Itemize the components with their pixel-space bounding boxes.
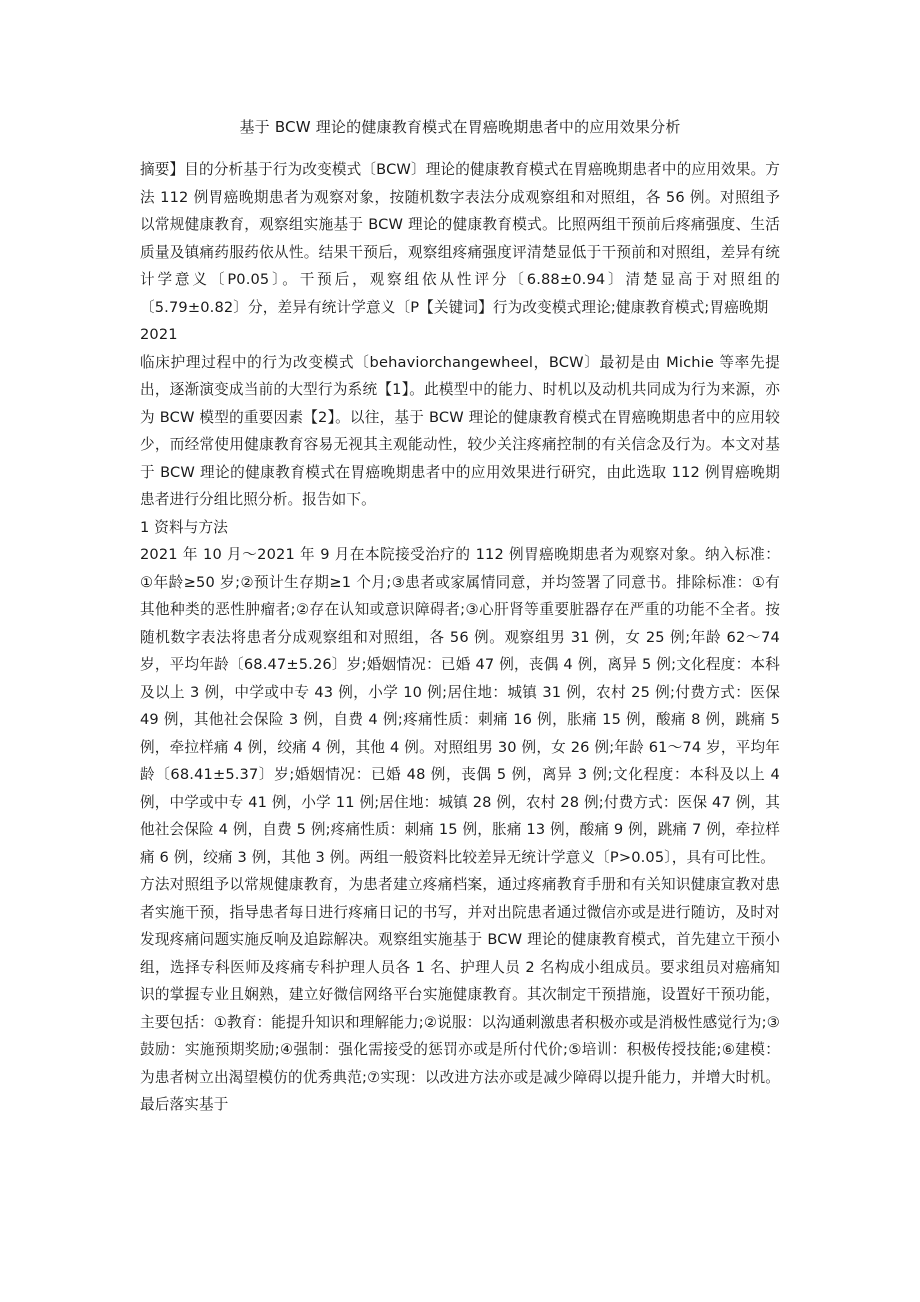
section-heading: 1 资料与方法	[140, 518, 228, 536]
introduction-paragraph: 临床护理过程中的行为改变模式〔behaviorchangewheel，BCW〕最初是由 Michie 等率先提出，逐渐演变成当前的大型行为系统【1】。此模型中的能力、时机以及动机共同成为行为来源，亦为 BCW 模型的重要因素【2】。以往，基于 BCW 理论的健康教育模式在胃癌晚期患者中的应用较少，而经常使用健康教育容易无视其主观能动性，较少关注疼痛控制的有关信念及行为。本文对基于 BCW 理论的健康教育模式在胃癌晚期患者中的应用效果进行研究，由此选取 112 例胃癌晚期患者进行分组比照分析。报告如下。	[140, 353, 780, 508]
document-body	[140, 156, 780, 1119]
abstract-paragraph: 摘要】目的分析基于行为改变模式〔BCW〕理论的健康教育模式在胃癌晚期患者中的应用效果。方法 112 例胃癌晚期患者为观察对象，按随机数字表法分成观察组和对照组，各 56 例。对照组予以常规健康教育，观察组实施基于 BCW 理论的健康教育模式。比照两组干预前后疼痛强度、生活质量及镇痛药服药依从性。结果干预后，观察组疼痛强度评清楚显低于干预前和对照组，差异有统计学意义〔P0.05〕。干预后，观察组依从性评分〔6.88±0.94〕清楚显高于对照组的〔5.79±0.82〕分，差异有统计学意义〔P【关键词】行为改变模式理论;健康教育模式;胃癌晚期	[140, 161, 780, 316]
methods-paragraph: 方法对照组予以常规健康教育，为患者建立疼痛档案，通过疼痛教育手册和有关知识健康宣教对患者实施干预，指导患者每日进行疼痛日记的书写，并对出院患者通过微信亦或是进行随访，及时对发现疼痛问题实施反响及追踪解决。观察组实施基于 BCW 理论的健康教育模式，首先建立干预小组，选择专科医师及疼痛专科护理人员各 1 名、护理人员 2 名构成小组成员。要求组员对癌痛知识的掌握专业且娴熟，建立好微信网络平台实施健康教育。其次制定干预措施，设置好干预功能，主要包括：①教育：能提升知识和理解能力;②说服：以沟通刺激患者积极亦或是消极性感觉行为;③鼓励：实施预期奖励;④强制：强化需接受的惩罚亦或是所付代价;⑤培训：积极传授技能;⑥建模：为患者树立出渴望模仿的优秀典范;⑦实现：以改进方法亦或是减少障碍以提升能力，并增大时机。最后落实基于	[140, 876, 780, 1113]
year-line: 2021	[140, 326, 178, 343]
materials-paragraph: 2021 年 10 月～2021 年 9 月在本院接受治疗的 112 例胃癌晚期患者为观察对象。纳入标准：①年龄≥50 岁;②预计生存期≥1 个月;③患者或家属情同意，并均签署了同意书。排除标准：①有其他种类的恶性肿瘤者;②存在认知或意识障碍者;③心肝肾等重要脏器存在严重的功能不全者。按随机数字表法将患者分成观察组和对照组，各 56 例。观察组男 31 例，女 25 例;年龄 62～74 岁，平均年龄〔68.47±5.26〕岁;婚姻情况：已婚 47 例，丧偶 4 例，离异 5 例;文化程度：本科及以上 3 例，中学或中专 43 例，小学 10 例;居住地：城镇 31 例，农村 25 例;付费方式：医保 49 例，其他社会保险 3 例，自费 4 例;疼痛性质：刺痛 16 例，胀痛 15 例，酸痛 8 例，跳痛 5 例，牵拉样痛 4 例，绞痛 4 例，其他 4 例。对照组男 30 例，女 26 例;年龄 61～74 岁，平均年龄〔68.41±5.37〕岁;婚姻情况：已婚 48 例，丧偶 5 例，离异 3 例;文化程度：本科及以上 4 例，中学或中专 41 例，小学 11 例;居住地：城镇 28 例，农村 28 例;付费方式：医保 47 例，其他社会保险 4 例，自费 5 例;疼痛性质：刺痛 15 例，胀痛 13 例，酸痛 9 例，跳痛 7 例，牵拉样痛 6 例，绞痛 3 例，其他 3 例。两组一般资料比较差异无统计学意义〔P>0.05〕，具有可比性。	[140, 546, 780, 866]
document-title: 基于 BCW 理论的健康教育模式在胃癌晚期患者中的应用效果分析	[239, 118, 681, 136]
